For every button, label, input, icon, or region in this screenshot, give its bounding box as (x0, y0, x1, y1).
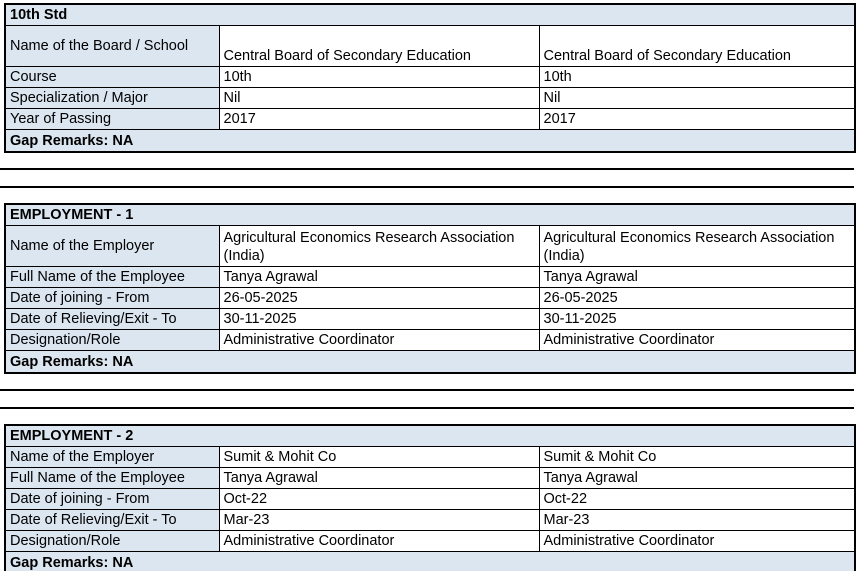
row-value-cell[interactable]: Central Board of Secondary Education (539, 26, 855, 67)
divider-rule-top (0, 168, 854, 170)
row-value-cell[interactable]: Agricultural Economics Research Association (India) (539, 226, 855, 267)
row-label-cell[interactable]: Date of joining - From (5, 288, 219, 309)
row-label-cell[interactable]: Date of joining - From (5, 489, 219, 510)
section-table (4, 424, 856, 571)
gap-remarks-row (5, 552, 855, 571)
row-label-cell[interactable]: Name of the Employer (5, 447, 219, 468)
section-title-row (5, 204, 855, 226)
row-value-cell[interactable]: Mar-23 (219, 510, 539, 531)
row-value-cell[interactable]: 2017 (219, 109, 539, 130)
row-value-cell[interactable]: Sumit & Mohit Co (219, 447, 539, 468)
section-title-row (5, 4, 855, 26)
row-value-cell[interactable]: Tanya Agrawal (539, 267, 855, 288)
table-row (5, 226, 855, 267)
row-value-cell[interactable]: Sumit & Mohit Co (539, 447, 855, 468)
gap-remarks-cell[interactable]: Gap Remarks: NA (5, 130, 855, 153)
table-row (5, 489, 855, 510)
table-row (5, 510, 855, 531)
row-value-cell[interactable]: Administrative Coordinator (219, 330, 539, 351)
row-value-cell[interactable]: Nil (539, 88, 855, 109)
row-label-cell[interactable]: Date of Relieving/Exit - To (5, 510, 219, 531)
row-label-cell[interactable]: Designation/Role (5, 531, 219, 552)
row-value-cell[interactable]: 26-05-2025 (539, 288, 855, 309)
divider-rule-top (0, 389, 854, 391)
row-label-cell[interactable]: Full Name of the Employee (5, 468, 219, 489)
row-value-cell[interactable]: Oct-22 (219, 489, 539, 510)
section-title-cell[interactable]: EMPLOYMENT - 1 (5, 204, 855, 226)
section-table (4, 3, 856, 153)
row-value-cell[interactable]: Nil (219, 88, 539, 109)
row-value-cell[interactable]: Central Board of Secondary Education (219, 26, 539, 67)
table-row (5, 288, 855, 309)
divider-rule-bottom (0, 407, 854, 409)
table-row (5, 309, 855, 330)
table-row (5, 67, 855, 88)
table-divider (0, 153, 858, 203)
row-value-cell[interactable]: Tanya Agrawal (539, 468, 855, 489)
row-value-cell[interactable]: Mar-23 (539, 510, 855, 531)
row-value-cell[interactable]: Administrative Coordinator (219, 531, 539, 552)
row-value-cell[interactable]: 26-05-2025 (219, 288, 539, 309)
row-label-cell[interactable]: Date of Relieving/Exit - To (5, 309, 219, 330)
row-value-cell[interactable]: Oct-22 (539, 489, 855, 510)
row-label-cell[interactable]: Full Name of the Employee (5, 267, 219, 288)
table-row (5, 330, 855, 351)
table-row (5, 267, 855, 288)
row-label-cell[interactable]: Name of the Employer (5, 226, 219, 267)
row-value-cell[interactable]: 2017 (539, 109, 855, 130)
table-row (5, 26, 855, 67)
section-title-row (5, 425, 855, 447)
table-row (5, 109, 855, 130)
divider-rule-bottom (0, 186, 854, 188)
row-value-cell[interactable]: 10th (539, 67, 855, 88)
row-value-cell[interactable]: Tanya Agrawal (219, 468, 539, 489)
gap-remarks-cell[interactable]: Gap Remarks: NA (5, 351, 855, 374)
table-row (5, 531, 855, 552)
table-row (5, 88, 855, 109)
section-title-cell[interactable]: EMPLOYMENT - 2 (5, 425, 855, 447)
row-label-cell[interactable]: Designation/Role (5, 330, 219, 351)
row-value-cell[interactable]: Administrative Coordinator (539, 531, 855, 552)
row-label-cell[interactable]: Name of the Board / School (5, 26, 219, 67)
section-table (4, 203, 856, 374)
row-value-cell[interactable]: Administrative Coordinator (539, 330, 855, 351)
gap-remarks-row (5, 130, 855, 153)
row-label-cell[interactable]: Course (5, 67, 219, 88)
table-row (5, 468, 855, 489)
row-value-cell[interactable]: Tanya Agrawal (219, 267, 539, 288)
table-divider (0, 374, 858, 424)
gap-remarks-row (5, 351, 855, 374)
row-value-cell[interactable]: 10th (219, 67, 539, 88)
row-label-cell[interactable]: Specialization / Major (5, 88, 219, 109)
tables-container (0, 3, 858, 571)
row-label-cell[interactable]: Year of Passing (5, 109, 219, 130)
section-title-cell[interactable]: 10th Std (5, 4, 855, 26)
row-value-cell[interactable]: 30-11-2025 (539, 309, 855, 330)
row-value-cell[interactable]: 30-11-2025 (219, 309, 539, 330)
gap-remarks-cell[interactable]: Gap Remarks: NA (5, 552, 855, 571)
table-row (5, 447, 855, 468)
row-value-cell[interactable]: Agricultural Economics Research Association (India) (219, 226, 539, 267)
